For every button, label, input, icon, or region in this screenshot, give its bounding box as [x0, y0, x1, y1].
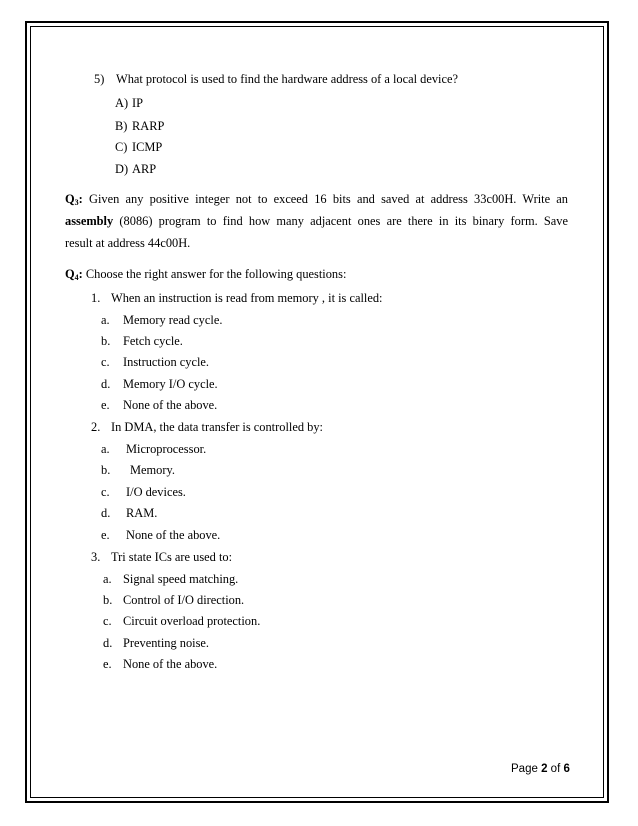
q3-line-2 — [65, 215, 568, 227]
option-letter: d. — [101, 377, 111, 391]
option-letter: b. — [101, 334, 111, 348]
question-number: 2. — [91, 420, 101, 434]
q3-label: $Q_3$: — [65, 192, 83, 207]
option-text: RARP — [132, 119, 165, 133]
q4-label: $Q_4$: — [65, 267, 83, 282]
question-text: What protocol is used to find the hardware address of a local device? — [116, 72, 458, 86]
question-number: 3. — [91, 550, 101, 564]
question-number: 5) — [94, 72, 105, 86]
q3-text-2: (8086) program to find how many adjacent ones are there in its binary form. Save — [119, 214, 568, 228]
option-text: IP — [132, 96, 144, 110]
option-letter: a. — [103, 572, 112, 586]
option-text: Microprocessor. — [126, 442, 207, 456]
option-text: Memory read cycle. — [123, 313, 223, 327]
option-text: Preventing noise. — [123, 636, 210, 650]
option-letter: c. — [101, 355, 110, 369]
q3-text-3: result at address 44c00H. — [65, 236, 191, 250]
page-number-footer: Page 2 of 6 — [511, 763, 570, 775]
option-letter: c. — [103, 614, 112, 628]
option-text: None of the above. — [123, 398, 218, 412]
option-text: ICMP — [132, 140, 163, 154]
q3-text-1: Given any positive integer not to exceed 16 bits and saved at address 33c00H. Write an — [89, 192, 568, 206]
option-letter: a. — [101, 442, 110, 456]
q3-line-1 — [65, 193, 568, 205]
option-text: Memory. — [130, 463, 175, 477]
option-text: Signal speed matching. — [123, 572, 239, 586]
option-text: ARP — [132, 162, 157, 176]
q3-bold-word: assembly — [65, 214, 114, 228]
question-text: In DMA, the data transfer is controlled by: — [111, 420, 323, 434]
q4-intro: Choose the right answer for the following questions: — [85, 267, 347, 281]
question-text: When an instruction is read from memory , it is called: — [111, 291, 383, 305]
option-text: None of the above. — [123, 657, 218, 671]
question-number: 1. — [91, 291, 101, 305]
q4-heading — [65, 268, 346, 280]
option-letter: b. — [101, 463, 111, 477]
question-text: Tri state ICs are used to: — [111, 550, 233, 564]
option-letter: e. — [101, 528, 110, 542]
option-text: RAM. — [126, 506, 158, 520]
option-text: None of the above. — [126, 528, 221, 542]
option-letter: e. — [101, 398, 110, 412]
option-text: I/O devices. — [126, 485, 186, 499]
option-text: Instruction cycle. — [123, 355, 210, 369]
option-letter: d. — [103, 636, 113, 650]
option-letter: c. — [101, 485, 110, 499]
option-letter: C) — [115, 140, 128, 154]
option-letter: e. — [103, 657, 112, 671]
option-letter: A) — [115, 96, 129, 110]
option-text: Circuit overload protection. — [123, 614, 261, 628]
option-letter: B) — [115, 119, 128, 133]
option-letter: b. — [103, 593, 113, 607]
option-text: Fetch cycle. — [123, 334, 183, 348]
option-text: Memory I/O cycle. — [123, 377, 218, 391]
option-text: Control of I/O direction. — [123, 593, 245, 607]
option-letter: D) — [115, 162, 129, 176]
option-letter: a. — [101, 313, 110, 327]
option-letter: d. — [101, 506, 111, 520]
